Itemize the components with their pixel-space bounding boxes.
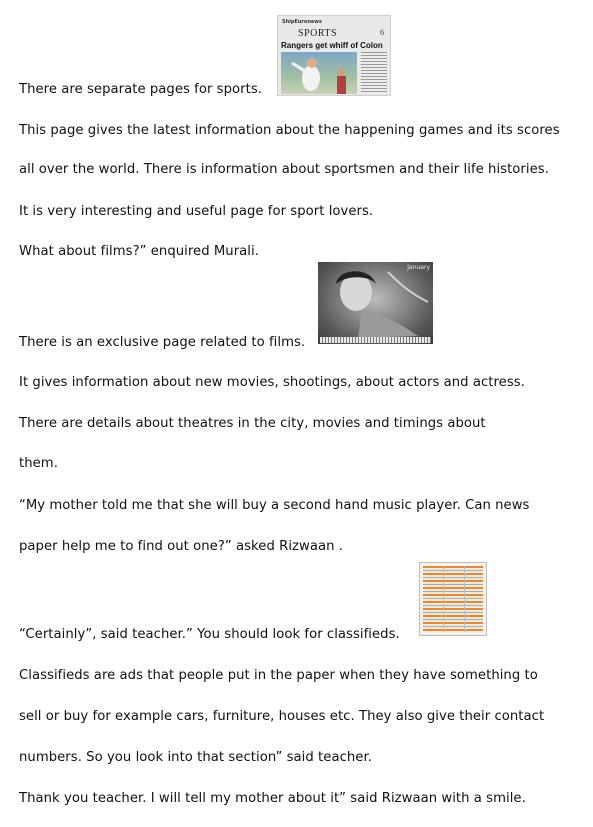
classified-ads-grid (423, 566, 483, 632)
film-still-image (318, 262, 433, 344)
clipping-headline: Rangers get whiff of Colon (281, 41, 383, 50)
text-line: It is very interesting and useful page for sport lovers. (19, 204, 374, 219)
page-number: 6 (380, 28, 384, 37)
text-line: them. (19, 456, 58, 471)
text-line: It gives information about new movies, shootings, about actors and actress. (19, 375, 525, 390)
caption-strip (320, 337, 431, 343)
text-line: paper help me to find out one?” asked Rizwaan . (19, 539, 343, 554)
text-columns (361, 52, 387, 94)
text-line: Thank you teacher. I will tell my mother about it” said Rizwaan with a smile. (19, 791, 526, 806)
baseball-photo (281, 52, 357, 94)
classifieds-page-image (419, 562, 487, 636)
text-line: What about films?” enquired Murali. (19, 244, 259, 259)
text-line: Classifieds are ads that people put in the paper when they have something to (19, 668, 538, 683)
text-line: There is an exclusive page related to films. (19, 335, 306, 350)
sports-page-clipping-image (277, 15, 391, 96)
text-line: numbers. So you look into that section” said teacher. (19, 750, 372, 765)
section-title: SPORTS (298, 28, 338, 39)
text-line: There are details about theatres in the city, movies and timings about (19, 416, 486, 431)
film-tag: January (407, 264, 430, 271)
masthead-text: ShipEuronews (282, 19, 322, 25)
text-line: “Certainly”, said teacher.” You should look for classifieds. (19, 627, 400, 642)
text-line: all over the world. There is information about sportsmen and their life histories. (19, 162, 549, 177)
text-line: sell or buy for example cars, furniture, houses etc. They also give their contact (19, 709, 545, 724)
text-line: This page gives the latest information about the happening games and its scores (19, 123, 560, 138)
text-line: “My mother told me that she will buy a second hand music player. Can news (19, 498, 530, 513)
text-line: There are separate pages for sports. (19, 82, 262, 97)
